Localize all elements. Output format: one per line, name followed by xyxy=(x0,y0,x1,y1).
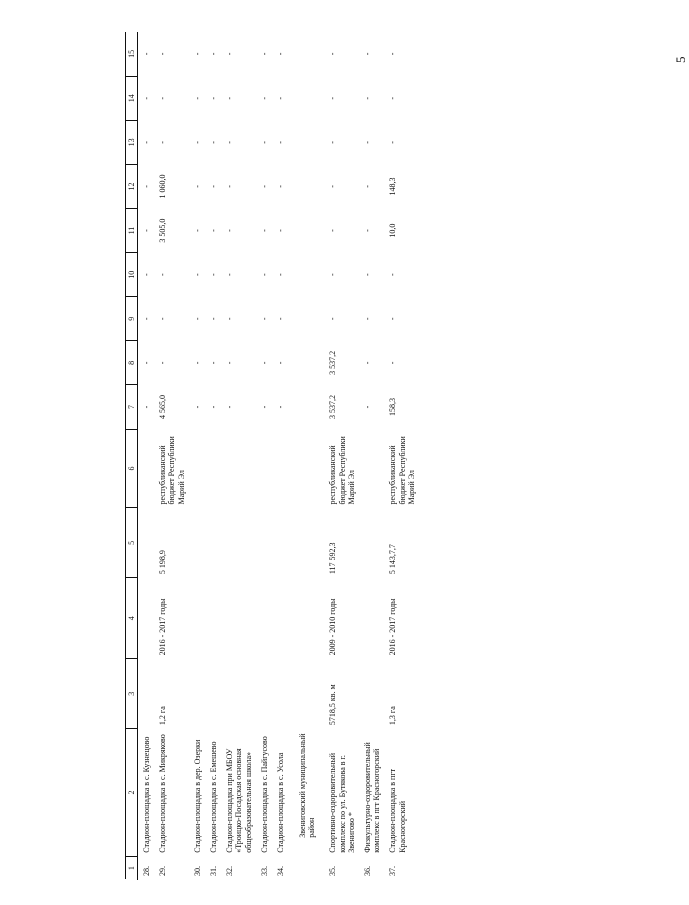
funding-source xyxy=(359,429,384,508)
row-number: 35. xyxy=(328,866,338,876)
construction-period xyxy=(272,578,288,659)
value-col-10: - xyxy=(158,273,168,277)
value-col-7: - xyxy=(142,405,151,409)
value-col-12: - xyxy=(192,185,202,188)
value-col-15: - xyxy=(363,52,372,56)
value-col-9: - xyxy=(275,317,285,321)
object-name: Стадион-площадка в с. Усола xyxy=(275,752,285,853)
object-name: Стадион-площадка в с. Кузнецово xyxy=(142,736,151,853)
value-col-10: - xyxy=(142,273,151,277)
object-name: Стадион-площадка в с. Емешево xyxy=(208,741,218,853)
table-row xyxy=(359,32,384,880)
value-col-12: - xyxy=(259,185,269,188)
estimated-cost xyxy=(256,508,272,578)
value-col-14: - xyxy=(158,96,168,100)
row-number: 32. xyxy=(225,866,235,876)
table-row xyxy=(189,32,205,880)
value-col-10: - xyxy=(388,273,398,277)
funding-source xyxy=(189,429,205,508)
value-col-11: - xyxy=(192,229,202,232)
funding-source xyxy=(221,429,256,508)
object-name: Стадион-площадка в с. Микряково xyxy=(158,734,168,853)
value-col-7: 4 565,0 xyxy=(158,395,168,420)
value-col-9: - xyxy=(142,317,151,321)
capacity: 1,2 га xyxy=(158,706,168,726)
row-number: 37. xyxy=(388,866,398,876)
row-number: 31. xyxy=(208,866,218,876)
capacity xyxy=(272,659,288,729)
value-col-11: 3 505,0 xyxy=(158,218,168,243)
column-number-header: 3 xyxy=(126,659,138,729)
value-col-9: - xyxy=(225,317,235,321)
funding-source xyxy=(272,429,288,508)
value-col-13: - xyxy=(388,141,398,144)
value-col-8: - xyxy=(192,361,202,365)
value-col-14: - xyxy=(225,96,235,100)
value-col-12: - xyxy=(142,185,151,188)
value-col-15: - xyxy=(275,52,285,56)
district-title: Звениговский муниципальный район xyxy=(298,733,317,838)
value-col-11: - xyxy=(275,229,285,232)
construction-table xyxy=(125,32,419,880)
value-col-7: - xyxy=(208,405,218,409)
page-number: 5 xyxy=(673,56,688,63)
table-row xyxy=(205,32,221,880)
object-name: Физкультурно-оздоровительный комплекс в пгт Красногорский xyxy=(363,742,382,853)
value-col-14: - xyxy=(208,96,218,100)
estimated-cost xyxy=(189,508,205,578)
value-col-8: - xyxy=(142,361,151,365)
column-number-header: 7 xyxy=(126,385,138,429)
estimated-cost: 117 592,3 xyxy=(328,542,338,575)
column-number-header: 15 xyxy=(126,32,138,76)
value-col-13: - xyxy=(259,141,269,144)
value-col-14: - xyxy=(363,96,372,100)
construction-period xyxy=(138,578,155,659)
value-col-11: - xyxy=(208,229,218,232)
value-col-7: - xyxy=(259,405,269,409)
value-col-10: - xyxy=(225,273,235,277)
row-number: 29. xyxy=(158,866,168,876)
value-col-10: - xyxy=(259,273,269,277)
column-number-row xyxy=(126,32,138,880)
value-col-9: - xyxy=(388,317,398,321)
value-col-13: - xyxy=(363,141,372,144)
estimated-cost: 5 198,9 xyxy=(158,550,168,575)
value-col-8: - xyxy=(225,361,235,365)
estimated-cost xyxy=(272,508,288,578)
value-col-11: - xyxy=(142,229,151,232)
construction-period xyxy=(256,578,272,659)
construction-period: 2009 - 2010 годы xyxy=(328,598,338,656)
value-col-10: - xyxy=(328,273,338,277)
capacity xyxy=(256,659,272,729)
funding-source: республиканский бюджет Республики Марий Эл xyxy=(388,436,416,505)
column-number-header: 13 xyxy=(126,120,138,164)
value-col-14: - xyxy=(259,96,269,100)
rotated-table-stage xyxy=(125,0,625,880)
value-col-14: - xyxy=(328,96,338,100)
table-row xyxy=(221,32,256,880)
construction-period xyxy=(359,578,384,659)
value-col-7: - xyxy=(192,405,202,409)
row-number: 34. xyxy=(275,866,285,876)
column-number-header: 14 xyxy=(126,76,138,120)
funding-source xyxy=(138,429,155,508)
value-col-10: - xyxy=(192,273,202,277)
value-col-7: 3 537,2 xyxy=(328,395,338,420)
column-number-header: 2 xyxy=(126,729,138,857)
value-col-12: 148,3 xyxy=(388,177,398,196)
value-col-15: - xyxy=(259,52,269,56)
value-col-15: - xyxy=(142,52,151,56)
capacity: 5718,5 кв. м xyxy=(328,684,338,726)
value-col-8: - xyxy=(208,361,218,365)
object-name: Спортивно-оздоровительный комплекс по ул. Бутякова в г. Звенигово * xyxy=(328,753,356,853)
column-number-header: 6 xyxy=(126,429,138,508)
value-col-8: 3 537,2 xyxy=(328,350,338,375)
value-col-8: - xyxy=(275,361,285,365)
value-col-8: - xyxy=(388,361,398,365)
column-number-header: 5 xyxy=(126,508,138,578)
construction-period xyxy=(205,578,221,659)
table-row xyxy=(324,32,359,880)
row-number: 30. xyxy=(192,866,202,876)
value-col-14: - xyxy=(275,96,285,100)
funding-source xyxy=(205,429,221,508)
value-col-10: - xyxy=(363,273,372,277)
capacity: 1,3 га xyxy=(388,706,398,726)
capacity xyxy=(205,659,221,729)
value-col-12: - xyxy=(225,185,235,188)
column-number-header: 11 xyxy=(126,209,138,253)
table-row xyxy=(272,32,288,880)
row-number: 33. xyxy=(259,866,269,876)
table-row xyxy=(384,32,419,880)
column-number-header: 12 xyxy=(126,164,138,208)
table-row xyxy=(256,32,272,880)
table-row xyxy=(154,32,189,880)
value-col-13: - xyxy=(328,141,338,144)
funding-source: республиканский бюджет Республики Марий Эл xyxy=(158,436,186,505)
value-col-9: - xyxy=(328,317,338,321)
column-number-header: 9 xyxy=(126,297,138,341)
value-col-11: 10,0 xyxy=(388,223,398,238)
value-col-7: 158,3 xyxy=(388,398,398,417)
estimated-cost xyxy=(205,508,221,578)
value-col-12: - xyxy=(363,185,372,188)
column-number-header: 1 xyxy=(126,856,138,879)
column-number-header: 4 xyxy=(126,578,138,659)
value-col-9: - xyxy=(259,317,269,321)
capacity xyxy=(221,659,256,729)
value-col-12: - xyxy=(275,185,285,188)
estimated-cost xyxy=(221,508,256,578)
value-col-15: - xyxy=(388,52,398,56)
funding-source: республиканский бюджет Республики Марий Эл xyxy=(328,436,356,505)
value-col-10: - xyxy=(208,273,218,277)
value-col-12: - xyxy=(328,185,338,188)
value-col-14: - xyxy=(142,96,151,100)
object-name: Стадион-площадка при МБОУ «Троицко-Посадская основная общеобразовательная школа» xyxy=(225,748,253,853)
value-col-15: - xyxy=(192,52,202,56)
value-col-10: - xyxy=(275,273,285,277)
construction-period: 2016 - 2017 годы xyxy=(158,598,168,656)
value-col-15: - xyxy=(328,52,338,56)
capacity xyxy=(138,659,155,729)
value-col-13: - xyxy=(208,141,218,144)
value-col-13: - xyxy=(158,141,168,144)
row-number: 28. xyxy=(142,866,151,876)
value-col-9: - xyxy=(208,317,218,321)
value-col-12: - xyxy=(208,185,218,188)
value-col-14: - xyxy=(388,96,398,100)
group-header-row xyxy=(288,32,324,880)
capacity xyxy=(359,659,384,729)
value-col-8: - xyxy=(158,361,168,365)
construction-period xyxy=(221,578,256,659)
value-col-8: - xyxy=(259,361,269,365)
estimated-cost xyxy=(138,508,155,578)
value-col-9: - xyxy=(158,317,168,321)
value-col-11: - xyxy=(225,229,235,232)
value-col-11: - xyxy=(259,229,269,232)
funding-source xyxy=(256,429,272,508)
construction-period: 2016 - 2017 годы xyxy=(388,598,398,656)
capacity xyxy=(189,659,205,729)
value-col-15: - xyxy=(208,52,218,56)
object-name: Стадион-площадка в дер. Озерки xyxy=(192,739,202,853)
value-col-13: - xyxy=(192,141,202,144)
value-col-11: - xyxy=(363,229,372,232)
column-number-header: 10 xyxy=(126,253,138,297)
value-col-9: - xyxy=(192,317,202,321)
column-number-header: 8 xyxy=(126,341,138,385)
value-col-9: - xyxy=(363,317,372,321)
row-number: 36. xyxy=(363,866,372,876)
value-col-14: - xyxy=(192,96,202,100)
value-col-7: - xyxy=(363,405,372,409)
value-col-15: - xyxy=(225,52,235,56)
value-col-7: - xyxy=(275,405,285,409)
value-col-13: - xyxy=(225,141,235,144)
table-row xyxy=(138,32,155,880)
value-col-15: - xyxy=(158,52,168,56)
construction-period xyxy=(189,578,205,659)
value-col-12: 1 060,0 xyxy=(158,174,168,199)
value-col-7: - xyxy=(225,405,235,409)
table-body xyxy=(138,32,419,880)
value-col-13: - xyxy=(275,141,285,144)
value-col-13: - xyxy=(142,141,151,144)
estimated-cost xyxy=(359,508,384,578)
object-name: Стадион-площадка в пгт Красногорский xyxy=(388,768,407,853)
value-col-8: - xyxy=(363,361,372,365)
estimated-cost: 5 143,7,7 xyxy=(388,544,398,575)
value-col-11: - xyxy=(328,229,338,232)
object-name: Стадион-площадка в с. Пайгусово xyxy=(259,736,269,853)
